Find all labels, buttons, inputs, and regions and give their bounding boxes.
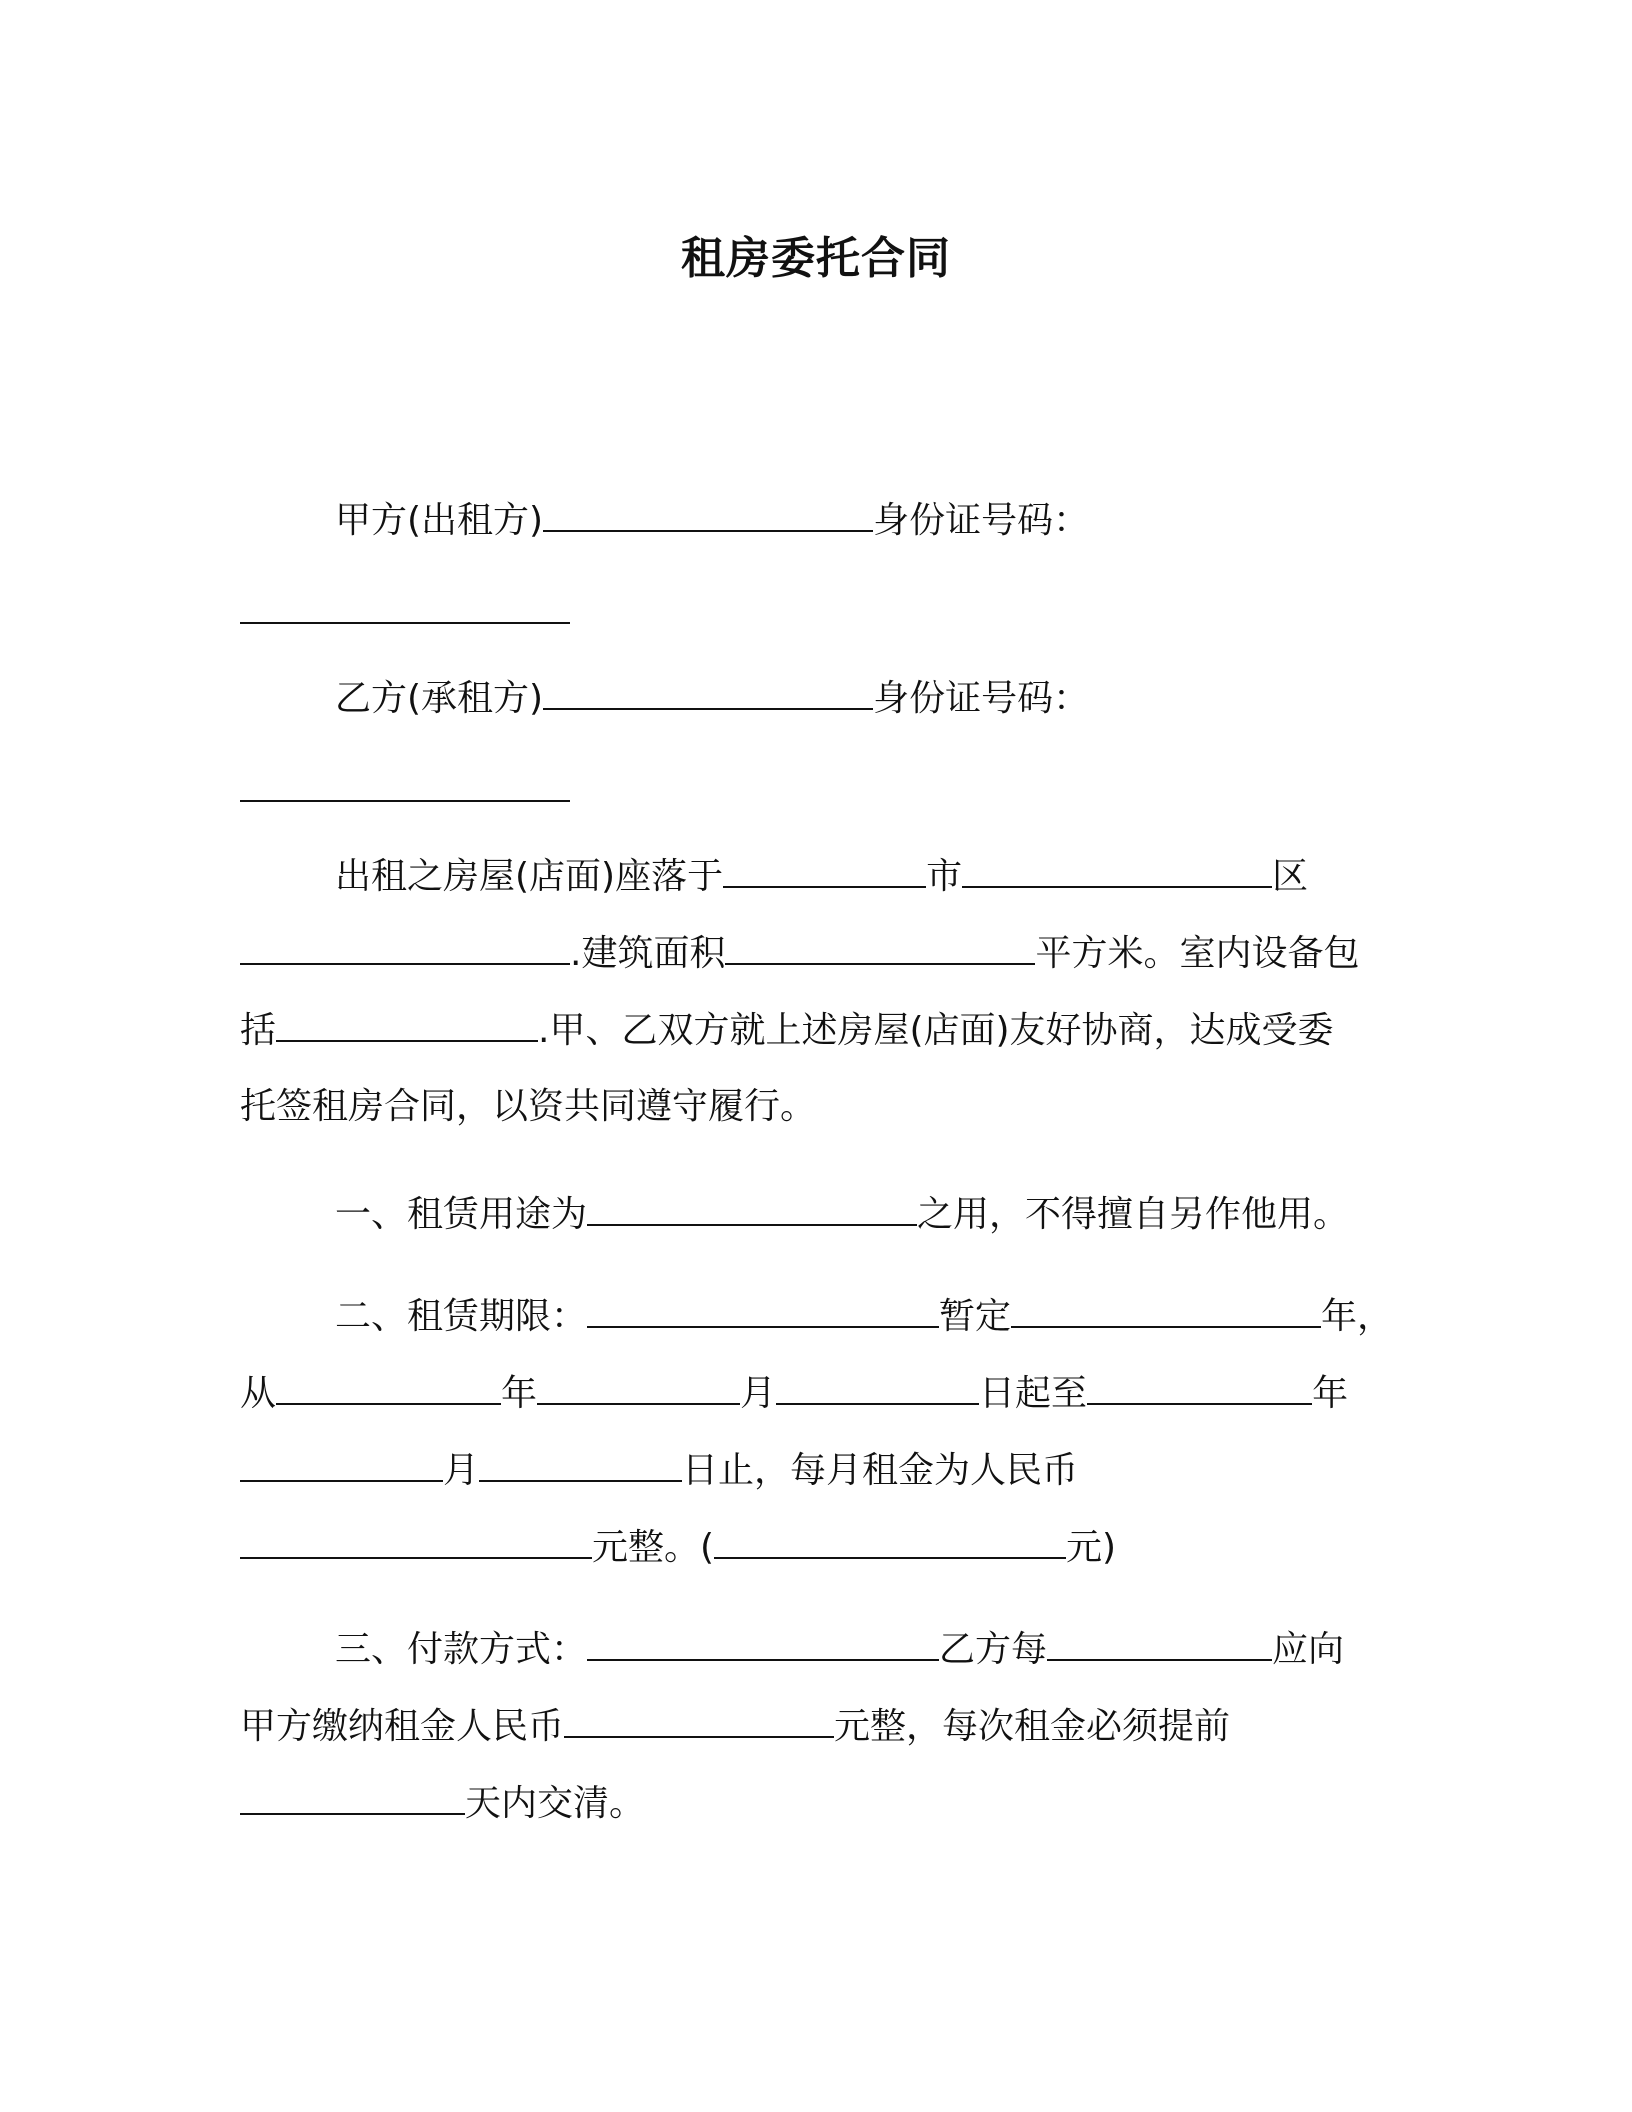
advance-label: 元整，每次租金必须提前 xyxy=(834,1706,1231,1747)
pay-label: 甲方缴纳租金人民币 xyxy=(240,1706,565,1747)
rent-words-field[interactable] xyxy=(240,1523,592,1559)
end-day-field[interactable] xyxy=(479,1446,682,1482)
rent-amount-line xyxy=(240,1523,1116,1571)
month-label: 月 xyxy=(740,1373,777,1414)
clause-2-line xyxy=(335,1292,1393,1340)
payment-method-field[interactable] xyxy=(587,1625,939,1661)
area-label: .建筑面积 xyxy=(570,933,726,974)
years-field[interactable] xyxy=(1011,1292,1321,1328)
start-year-field[interactable] xyxy=(276,1369,501,1405)
payment-period-field[interactable] xyxy=(1047,1625,1272,1661)
end-month-field[interactable] xyxy=(240,1446,443,1482)
city-field[interactable] xyxy=(723,852,926,888)
party-b-name-field[interactable] xyxy=(543,674,873,710)
party-a-name-field[interactable] xyxy=(543,496,873,532)
days-label: 天内交清。 xyxy=(465,1783,646,1824)
month-label: 月 xyxy=(443,1450,480,1491)
party-a-line xyxy=(335,496,1089,544)
area-field[interactable] xyxy=(725,929,1035,965)
payment-days-line xyxy=(240,1779,645,1827)
from-label: 从 xyxy=(240,1373,277,1414)
equipment-text: 平方米。室内设备包 xyxy=(1035,933,1360,974)
party-b-line xyxy=(335,674,1089,722)
party-b-label: 乙方(承租方) xyxy=(335,678,544,719)
equipment-field[interactable] xyxy=(276,1006,538,1042)
yuan-label: 元整。( xyxy=(592,1527,715,1568)
clause-1-line xyxy=(335,1190,1349,1238)
party-a-id-field[interactable] xyxy=(240,588,570,624)
city-label: 市 xyxy=(926,856,963,897)
property-location-line xyxy=(335,852,1308,900)
clause-1-text: 之用，不得擅自另作他用。 xyxy=(917,1194,1350,1235)
agreement-text-end: 托签租房合同，以资共同遵守履行。 xyxy=(240,1086,817,1127)
building-area-line xyxy=(240,929,1359,977)
party-a-id-line xyxy=(240,588,570,636)
party-a-label: 甲方(出租方) xyxy=(335,500,544,541)
lease-term-field[interactable] xyxy=(587,1292,939,1328)
district-label: 区 xyxy=(1272,856,1309,897)
payment-amount-line xyxy=(240,1702,1230,1750)
usage-field[interactable] xyxy=(587,1190,917,1226)
id-number-label: 身份证号码： xyxy=(873,678,1090,719)
address-field[interactable] xyxy=(240,929,570,965)
year-label: 年 xyxy=(1312,1373,1349,1414)
party-b-id-line xyxy=(240,766,570,814)
lease-dates-line xyxy=(240,1369,1348,1417)
party-b-id-field[interactable] xyxy=(240,766,570,802)
should-label: 应向 xyxy=(1272,1629,1345,1670)
agreement-text: .甲、乙双方就上述房屋(店面)友好协商，达成受委 xyxy=(538,1010,1334,1051)
clause-3-label: 三、付款方式： xyxy=(335,1629,588,1670)
agreement-line xyxy=(240,1083,816,1131)
tentative-label: 暂定 xyxy=(939,1296,1012,1337)
rent-figures-field[interactable] xyxy=(714,1523,1066,1559)
per-label: 乙方每 xyxy=(939,1629,1048,1670)
rent-label: 日止，每月租金为人民币 xyxy=(682,1450,1079,1491)
clause-2-label: 二、租赁期限： xyxy=(335,1296,588,1337)
document-title: 租房委托合同 xyxy=(681,233,951,284)
year-label: 年 xyxy=(501,1373,538,1414)
year-label: 年， xyxy=(1321,1296,1394,1337)
district-field[interactable] xyxy=(962,852,1272,888)
until-label: 日起至 xyxy=(979,1373,1088,1414)
equipment-label: 括 xyxy=(240,1010,277,1051)
start-day-field[interactable] xyxy=(776,1369,979,1405)
end-year-field[interactable] xyxy=(1087,1369,1312,1405)
start-month-field[interactable] xyxy=(537,1369,740,1405)
yuan-close-label: 元) xyxy=(1066,1527,1117,1568)
location-text: 出租之房屋(店面)座落于 xyxy=(335,856,724,897)
id-number-label: 身份证号码： xyxy=(873,500,1090,541)
lease-end-line xyxy=(240,1446,1078,1494)
payment-amount-field[interactable] xyxy=(564,1702,834,1738)
clause-3-line xyxy=(335,1625,1344,1673)
advance-days-field[interactable] xyxy=(240,1779,465,1815)
equipment-line xyxy=(240,1006,1334,1054)
clause-1-label: 一、租赁用途为 xyxy=(335,1194,588,1235)
